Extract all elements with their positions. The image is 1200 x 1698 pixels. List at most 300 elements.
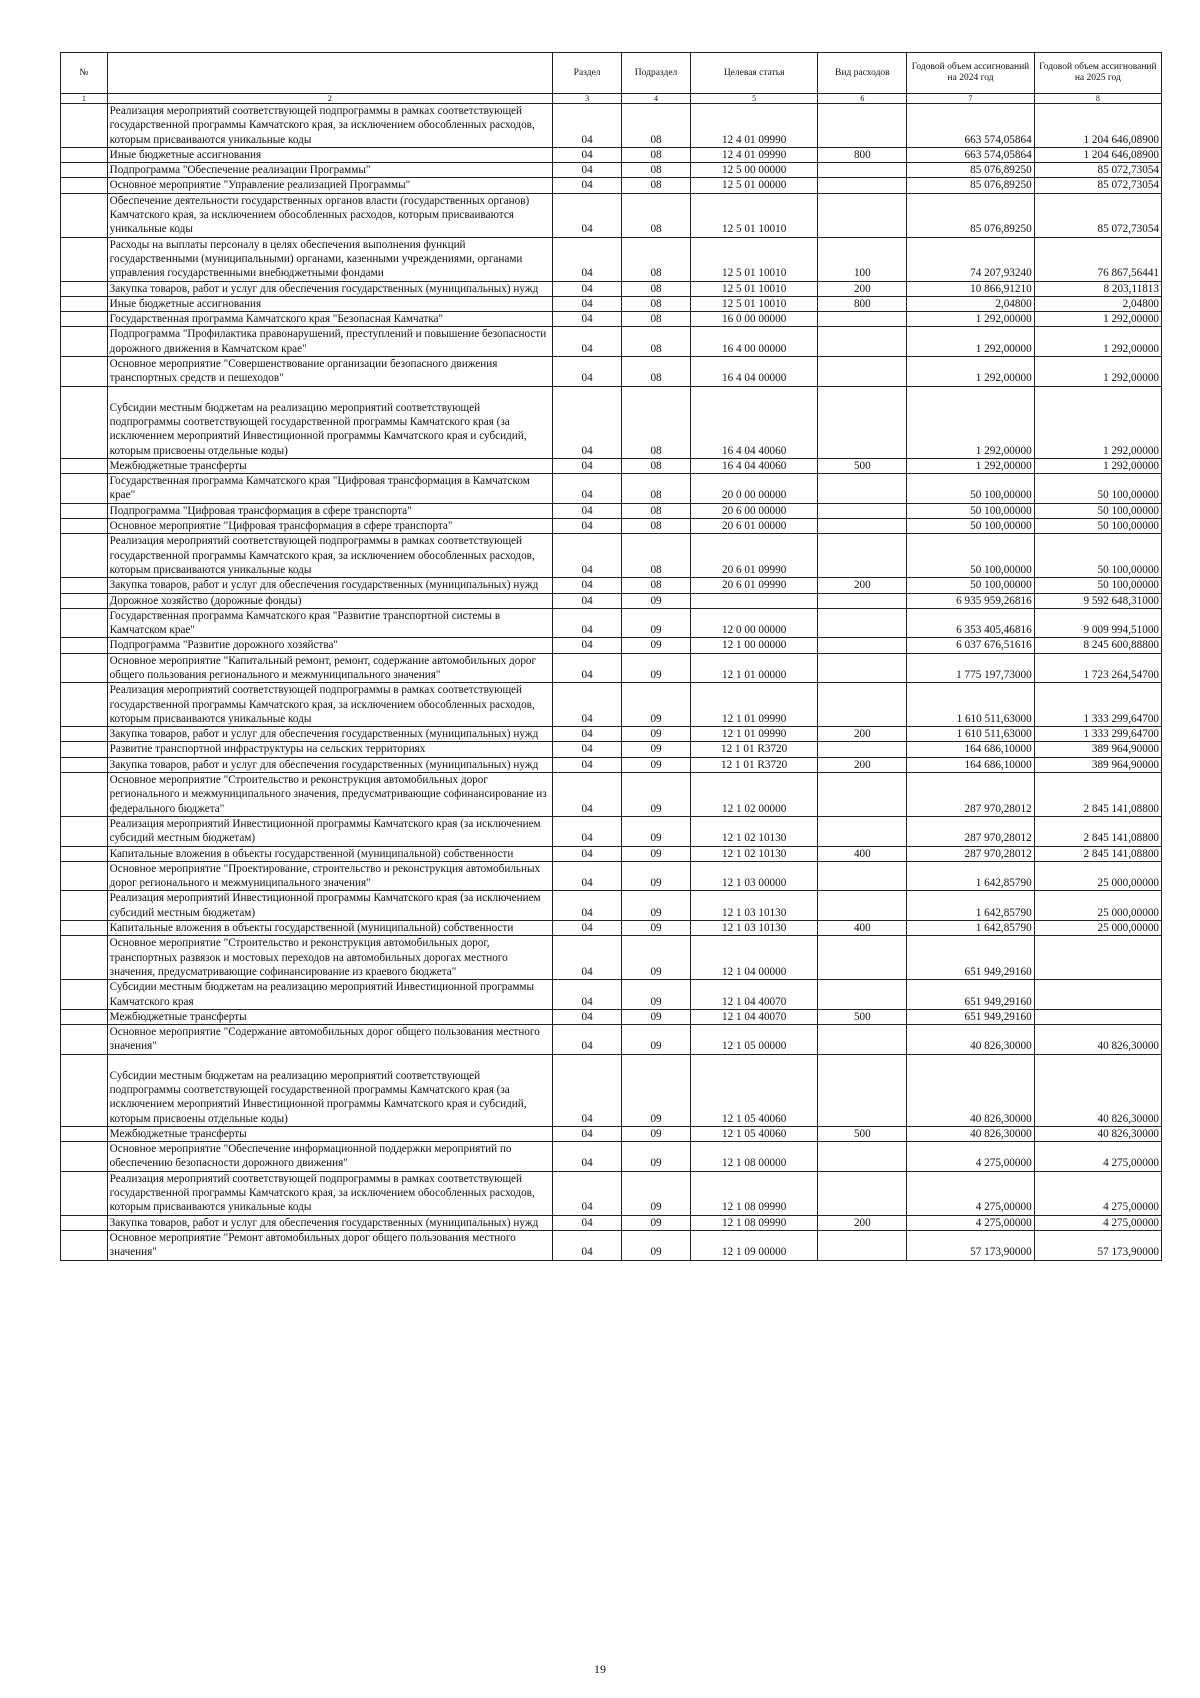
row-volume-2025-cell: 389 964,90000 [1034,757,1161,772]
row-razdel-cell: 04 [553,742,622,757]
row-razdel-cell: 04 [553,1126,622,1141]
row-target-article-cell: 12 1 03 10130 [691,891,818,921]
row-expense-type-cell [818,1171,907,1215]
row-volume-2024-cell: 4 275,00000 [907,1142,1034,1172]
row-podrazdel-cell: 09 [622,638,691,653]
row-expense-type-cell: 500 [818,1009,907,1024]
row-razdel-cell: 04 [553,1142,622,1172]
row-podrazdel-cell: 09 [622,773,691,817]
row-expense-type-cell [818,861,907,891]
row-number-cell [61,327,108,357]
row-podrazdel-cell: 09 [622,683,691,727]
row-expense-type-cell [818,474,907,504]
row-volume-2025-cell: 25 000,00000 [1034,921,1161,936]
row-name-cell: Дорожное хозяйство (дорожные фонды) [107,593,552,608]
column-number: 2 [107,94,552,104]
row-target-article-cell: 12 5 01 10010 [691,281,818,296]
table-row [61,1025,1162,1055]
row-expense-type-cell [818,104,907,148]
row-volume-2024-cell: 4 275,00000 [907,1171,1034,1215]
row-target-article-cell: 12 1 01 09990 [691,683,818,727]
page-number: 19 [594,1662,606,1676]
row-target-article-cell: 12 1 09 00000 [691,1230,818,1260]
row-volume-2025-cell: 2 845 141,08800 [1034,773,1161,817]
row-razdel-cell: 04 [553,980,622,1010]
row-number-cell [61,773,108,817]
row-razdel-cell: 04 [553,104,622,148]
row-target-article-cell [691,593,818,608]
table-row [61,312,1162,327]
row-number-cell [61,519,108,534]
row-target-article-cell: 12 1 02 10130 [691,816,818,846]
row-number-cell [61,816,108,846]
row-number-cell [61,742,108,757]
row-number-cell [61,1009,108,1024]
row-volume-2025-cell: 4 275,00000 [1034,1142,1161,1172]
row-target-article-cell: 12 1 04 40070 [691,980,818,1010]
table-row [61,296,1162,311]
row-volume-2024-cell: 1 292,00000 [907,327,1034,357]
row-number-cell [61,237,108,281]
row-target-article-cell: 12 1 04 40070 [691,1009,818,1024]
table-row [61,683,1162,727]
row-name-cell: Подпрограмма "Развитие дорожного хозяйства" [107,638,552,653]
row-volume-2025-cell: 4 275,00000 [1034,1171,1161,1215]
row-podrazdel-cell: 09 [622,757,691,772]
row-volume-2025-cell: 1 333 299,64700 [1034,727,1161,742]
table-row [61,1142,1162,1172]
row-number-cell [61,608,108,638]
row-razdel-cell: 04 [553,593,622,608]
row-razdel-cell: 04 [553,503,622,518]
row-number-cell [61,578,108,593]
row-name-cell: Межбюджетные трансферты [107,1009,552,1024]
row-expense-type-cell [818,593,907,608]
row-name-cell: Закупка товаров, работ и услуг для обеспечения государственных (муниципальных) нужд [107,578,552,593]
row-podrazdel-cell: 08 [622,386,691,458]
row-podrazdel-cell: 09 [622,1230,691,1260]
row-volume-2024-cell: 651 949,29160 [907,1009,1034,1024]
row-podrazdel-cell: 09 [622,980,691,1010]
column-number: 6 [818,94,907,104]
row-target-article-cell: 12 1 03 10130 [691,921,818,936]
row-razdel-cell: 04 [553,193,622,237]
table-row [61,1009,1162,1024]
row-target-article-cell: 16 4 04 00000 [691,357,818,387]
row-razdel-cell: 04 [553,816,622,846]
row-podrazdel-cell: 08 [622,474,691,504]
row-name-cell: Подпрограмма "Профилактика правонарушений, преступлений и повышение безопасности дорожного движения в Камчатском крае" [107,327,552,357]
row-number-cell [61,178,108,193]
row-name-cell: Реализация мероприятий Инвестиционной программы Камчатского края (за исключением субсидий местным бюджетам) [107,816,552,846]
row-expense-type-cell: 500 [818,1126,907,1141]
row-expense-type-cell: 800 [818,296,907,311]
row-podrazdel-cell: 09 [622,891,691,921]
row-volume-2024-cell: 50 100,00000 [907,534,1034,578]
row-podrazdel-cell: 08 [622,534,691,578]
row-number-cell [61,357,108,387]
row-name-cell: Основное мероприятие "Цифровая трансформация в сфере транспорта" [107,519,552,534]
row-name-cell: Подпрограмма "Обеспечение реализации Программы" [107,163,552,178]
row-podrazdel-cell: 09 [622,921,691,936]
row-target-article-cell: 12 0 00 00000 [691,608,818,638]
row-target-article-cell: 12 1 00 00000 [691,638,818,653]
table-row [61,980,1162,1010]
row-expense-type-cell [818,980,907,1010]
row-expense-type-cell [818,1230,907,1260]
row-number-cell [61,1230,108,1260]
row-razdel-cell: 04 [553,296,622,311]
row-razdel-cell: 04 [553,237,622,281]
row-expense-type-cell: 400 [818,921,907,936]
row-podrazdel-cell: 09 [622,653,691,683]
row-name-cell: Государственная программа Камчатского края "Развитие транспортной системы в Камчатском крае" [107,608,552,638]
row-volume-2025-cell: 1 292,00000 [1034,458,1161,473]
row-volume-2024-cell: 6 935 959,26816 [907,593,1034,608]
row-name-cell: Основное мероприятие "Капитальный ремонт, ремонт, содержание автомобильных дорог общего пользования регионального и межмуниципального значения" [107,653,552,683]
appropriations-table-page [60,52,1162,1261]
row-target-article-cell: 12 1 02 00000 [691,773,818,817]
row-expense-type-cell [818,742,907,757]
row-podrazdel-cell: 08 [622,503,691,518]
row-volume-2024-cell: 50 100,00000 [907,503,1034,518]
row-number-cell [61,474,108,504]
row-razdel-cell: 04 [553,1171,622,1215]
row-volume-2024-cell: 40 826,30000 [907,1126,1034,1141]
row-volume-2024-cell: 1 642,85790 [907,891,1034,921]
table-row [61,503,1162,518]
table-row [61,936,1162,980]
row-name-cell: Государственная программа Камчатского края "Цифровая трансформация в Камчатском крае" [107,474,552,504]
row-razdel-cell: 04 [553,312,622,327]
row-target-article-cell: 12 5 00 00000 [691,163,818,178]
row-razdel-cell: 04 [553,773,622,817]
row-name-cell: Расходы на выплаты персоналу в целях обеспечения выполнения функций государственными (муниципальными) органами, казенными учреждениями, органами управления государственными внебюджетными фондами [107,237,552,281]
table-header-row [61,53,1162,94]
row-volume-2024-cell: 6 353 405,46816 [907,608,1034,638]
table-row [61,281,1162,296]
row-volume-2025-cell: 2,04800 [1034,296,1161,311]
row-volume-2025-cell: 25 000,00000 [1034,861,1161,891]
row-volume-2025-cell: 40 826,30000 [1034,1126,1161,1141]
row-target-article-cell: 20 6 01 09990 [691,534,818,578]
row-volume-2024-cell: 4 275,00000 [907,1215,1034,1230]
row-target-article-cell: 12 1 02 10130 [691,846,818,861]
row-volume-2024-cell: 164 686,10000 [907,757,1034,772]
row-name-cell: Основное мероприятие "Ремонт автомобильных дорог общего пользования местного значения" [107,1230,552,1260]
row-volume-2024-cell: 50 100,00000 [907,578,1034,593]
header-volume-2025: Годовой объем ассигнований на 2025 год [1034,53,1161,94]
row-expense-type-cell: 200 [818,578,907,593]
row-number-cell [61,503,108,518]
row-target-article-cell: 12 1 01 R3720 [691,757,818,772]
row-volume-2024-cell: 57 173,90000 [907,1230,1034,1260]
row-razdel-cell: 04 [553,178,622,193]
row-target-article-cell: 12 1 05 00000 [691,1025,818,1055]
row-number-cell [61,1171,108,1215]
row-razdel-cell: 04 [553,474,622,504]
row-razdel-cell: 04 [553,1054,622,1126]
row-razdel-cell: 04 [553,1009,622,1024]
header-target-article: Целевая статья [691,53,818,94]
row-podrazdel-cell: 09 [622,816,691,846]
row-number-cell [61,1215,108,1230]
row-name-cell: Реализация мероприятий соответствующей подпрограммы в рамках соответствующей государственной программы Камчатского края, за исключением обособленных расходов, которым присваиваются уникальные коды [107,104,552,148]
row-podrazdel-cell: 08 [622,578,691,593]
row-name-cell: Межбюджетные трансферты [107,1126,552,1141]
row-razdel-cell: 04 [553,386,622,458]
row-name-cell: Межбюджетные трансферты [107,458,552,473]
header-expense-type: Вид расходов [818,53,907,94]
row-expense-type-cell [818,608,907,638]
row-podrazdel-cell: 08 [622,237,691,281]
row-volume-2024-cell: 50 100,00000 [907,519,1034,534]
row-podrazdel-cell: 09 [622,742,691,757]
row-razdel-cell: 04 [553,936,622,980]
row-volume-2024-cell: 6 037 676,51616 [907,638,1034,653]
table-row [61,519,1162,534]
row-volume-2025-cell [1034,936,1161,980]
table-row [61,147,1162,162]
table-row [61,458,1162,473]
row-expense-type-cell [818,936,907,980]
row-razdel-cell: 04 [553,653,622,683]
row-podrazdel-cell: 08 [622,458,691,473]
row-target-article-cell: 16 4 04 40060 [691,386,818,458]
row-expense-type-cell [818,193,907,237]
row-volume-2024-cell: 287 970,28012 [907,846,1034,861]
row-expense-type-cell: 100 [818,237,907,281]
row-number-cell [61,757,108,772]
row-volume-2025-cell: 4 275,00000 [1034,1215,1161,1230]
row-volume-2025-cell: 1 333 299,64700 [1034,683,1161,727]
row-target-article-cell: 12 1 01 R3720 [691,742,818,757]
row-volume-2025-cell: 1 292,00000 [1034,357,1161,387]
row-target-article-cell: 12 1 01 00000 [691,653,818,683]
row-volume-2024-cell: 1 610 511,63000 [907,727,1034,742]
row-volume-2025-cell: 1 723 264,54700 [1034,653,1161,683]
row-expense-type-cell [818,327,907,357]
row-expense-type-cell [818,683,907,727]
row-volume-2025-cell: 1 204 646,08900 [1034,104,1161,148]
row-expense-type-cell [818,519,907,534]
row-razdel-cell: 04 [553,281,622,296]
row-volume-2024-cell: 1 642,85790 [907,861,1034,891]
table-row [61,534,1162,578]
row-volume-2024-cell: 1 292,00000 [907,458,1034,473]
row-volume-2025-cell: 2 845 141,08800 [1034,846,1161,861]
row-volume-2024-cell: 663 574,05864 [907,104,1034,148]
table-row [61,891,1162,921]
row-podrazdel-cell: 09 [622,1215,691,1230]
row-name-cell: Реализация мероприятий соответствующей подпрограммы в рамках соответствующей государственной программы Камчатского края, за исключением обособленных расходов, которым присваиваются уникальные коды [107,534,552,578]
row-target-article-cell: 16 0 00 00000 [691,312,818,327]
row-volume-2025-cell: 25 000,00000 [1034,891,1161,921]
row-number-cell [61,193,108,237]
row-number-cell [61,458,108,473]
table-row [61,178,1162,193]
row-volume-2025-cell: 76 867,56441 [1034,237,1161,281]
table-row [61,474,1162,504]
row-number-cell [61,980,108,1010]
row-number-cell [61,1126,108,1141]
row-name-cell: Капитальные вложения в объекты государственной (муниципальной) собственности [107,846,552,861]
row-volume-2025-cell: 9 592 648,31000 [1034,593,1161,608]
row-expense-type-cell: 200 [818,757,907,772]
row-name-cell: Обеспечение деятельности государственных органов власти (государственных органов) Камчатского края, за исключением обособленных расходов, которым присваиваются уникальные коды [107,193,552,237]
row-name-cell: Реализация мероприятий соответствующей подпрограммы в рамках соответствующей государственной программы Камчатского края, за исключением обособленных расходов, которым присваиваются уникальные коды [107,1171,552,1215]
row-volume-2025-cell: 85 072,73054 [1034,178,1161,193]
header-number: № [61,53,108,94]
row-podrazdel-cell: 08 [622,163,691,178]
table-row [61,638,1162,653]
row-number-cell [61,593,108,608]
column-number: 8 [1034,94,1161,104]
row-expense-type-cell [818,1054,907,1126]
row-volume-2024-cell: 1 610 511,63000 [907,683,1034,727]
table-row [61,861,1162,891]
row-podrazdel-cell: 09 [622,593,691,608]
row-razdel-cell: 04 [553,757,622,772]
row-target-article-cell: 12 5 01 10010 [691,193,818,237]
row-volume-2025-cell: 2 845 141,08800 [1034,816,1161,846]
row-razdel-cell: 04 [553,163,622,178]
header-volume-2024: Годовой объем ассигнований на 2024 год [907,53,1034,94]
row-volume-2024-cell: 651 949,29160 [907,980,1034,1010]
row-razdel-cell: 04 [553,727,622,742]
column-number-row [61,94,1162,104]
row-name-cell: Основное мероприятие "Строительство и реконструкция автомобильных дорог, транспортных развязок и мостовых переходов на автомобильных дорогах местного значения, предусматривающие софинансирование из краевого бюджета" [107,936,552,980]
row-podrazdel-cell: 09 [622,727,691,742]
row-number-cell [61,936,108,980]
row-razdel-cell: 04 [553,534,622,578]
row-target-article-cell: 12 5 01 10010 [691,237,818,281]
table-row [61,1171,1162,1215]
row-number-cell [61,1054,108,1126]
row-expense-type-cell: 200 [818,727,907,742]
row-name-cell: Основное мероприятие "Совершенствование организации безопасного движения транспортных средств и пешеходов" [107,357,552,387]
row-volume-2025-cell [1034,1009,1161,1024]
row-razdel-cell: 04 [553,519,622,534]
row-name-cell: Основное мероприятие "Содержание автомобильных дорог общего пользования местного значения" [107,1025,552,1055]
row-number-cell [61,534,108,578]
row-razdel-cell: 04 [553,683,622,727]
row-expense-type-cell [818,773,907,817]
row-volume-2025-cell: 8 203,11813 [1034,281,1161,296]
row-podrazdel-cell: 08 [622,357,691,387]
row-expense-type-cell [818,638,907,653]
row-number-cell [61,1142,108,1172]
row-volume-2025-cell: 8 245 600,88800 [1034,638,1161,653]
row-razdel-cell: 04 [553,638,622,653]
row-volume-2025-cell: 40 826,30000 [1034,1054,1161,1126]
row-expense-type-cell [818,386,907,458]
row-podrazdel-cell: 09 [622,1054,691,1126]
row-volume-2024-cell: 663 574,05864 [907,147,1034,162]
table-row [61,816,1162,846]
row-volume-2024-cell: 287 970,28012 [907,816,1034,846]
row-podrazdel-cell: 08 [622,147,691,162]
row-name-cell: Государственная программа Камчатского края "Безопасная Камчатка" [107,312,552,327]
column-number: 5 [691,94,818,104]
row-podrazdel-cell: 08 [622,327,691,357]
table-row [61,578,1162,593]
row-podrazdel-cell: 08 [622,519,691,534]
row-name-cell: Реализация мероприятий соответствующей подпрограммы в рамках соответствующей государственной программы Камчатского края, за исключением обособленных расходов, которым присваиваются уникальные коды [107,683,552,727]
row-podrazdel-cell: 09 [622,1171,691,1215]
header-razdel: Раздел [553,53,622,94]
table-row [61,357,1162,387]
row-volume-2025-cell: 50 100,00000 [1034,503,1161,518]
row-volume-2025-cell: 50 100,00000 [1034,474,1161,504]
row-expense-type-cell [818,1142,907,1172]
table-row [61,163,1162,178]
row-podrazdel-cell: 09 [622,861,691,891]
table-row [61,757,1162,772]
row-target-article-cell: 20 0 00 00000 [691,474,818,504]
table-row [61,727,1162,742]
column-number: 7 [907,94,1034,104]
row-razdel-cell: 04 [553,327,622,357]
row-podrazdel-cell: 09 [622,1126,691,1141]
row-podrazdel-cell: 09 [622,1142,691,1172]
table-row [61,1126,1162,1141]
row-target-article-cell: 12 1 05 40060 [691,1126,818,1141]
row-expense-type-cell [818,1025,907,1055]
row-target-article-cell: 12 1 05 40060 [691,1054,818,1126]
row-razdel-cell: 04 [553,1215,622,1230]
row-target-article-cell: 12 1 08 09990 [691,1215,818,1230]
table-row [61,773,1162,817]
row-target-article-cell: 12 4 01 09990 [691,147,818,162]
table-row [61,386,1162,458]
row-volume-2025-cell: 50 100,00000 [1034,519,1161,534]
row-razdel-cell: 04 [553,1025,622,1055]
row-target-article-cell: 12 1 08 00000 [691,1142,818,1172]
row-volume-2025-cell [1034,980,1161,1010]
table-row [61,193,1162,237]
row-volume-2024-cell: 40 826,30000 [907,1025,1034,1055]
row-number-cell [61,312,108,327]
row-podrazdel-cell: 09 [622,1025,691,1055]
row-podrazdel-cell: 08 [622,104,691,148]
table-row [61,608,1162,638]
row-podrazdel-cell: 08 [622,281,691,296]
row-number-cell [61,386,108,458]
row-expense-type-cell: 200 [818,281,907,296]
row-number-cell [61,1025,108,1055]
row-volume-2024-cell: 1 292,00000 [907,357,1034,387]
table-body [61,104,1162,1261]
row-number-cell [61,727,108,742]
row-volume-2025-cell: 1 292,00000 [1034,327,1161,357]
column-number: 3 [553,94,622,104]
row-name-cell: Субсидии местным бюджетам на реализацию мероприятий Инвестиционной программы Камчатского края [107,980,552,1010]
row-expense-type-cell: 200 [818,1215,907,1230]
row-expense-type-cell [818,816,907,846]
row-number-cell [61,638,108,653]
row-expense-type-cell: 500 [818,458,907,473]
row-name-cell: Закупка товаров, работ и услуг для обеспечения государственных (муниципальных) нужд [107,757,552,772]
row-volume-2024-cell: 10 866,91210 [907,281,1034,296]
row-number-cell [61,921,108,936]
row-razdel-cell: 04 [553,608,622,638]
row-volume-2024-cell: 85 076,89250 [907,193,1034,237]
row-name-cell: Капитальные вложения в объекты государственной (муниципальной) собственности [107,921,552,936]
row-podrazdel-cell: 09 [622,1009,691,1024]
row-razdel-cell: 04 [553,846,622,861]
row-podrazdel-cell: 08 [622,178,691,193]
